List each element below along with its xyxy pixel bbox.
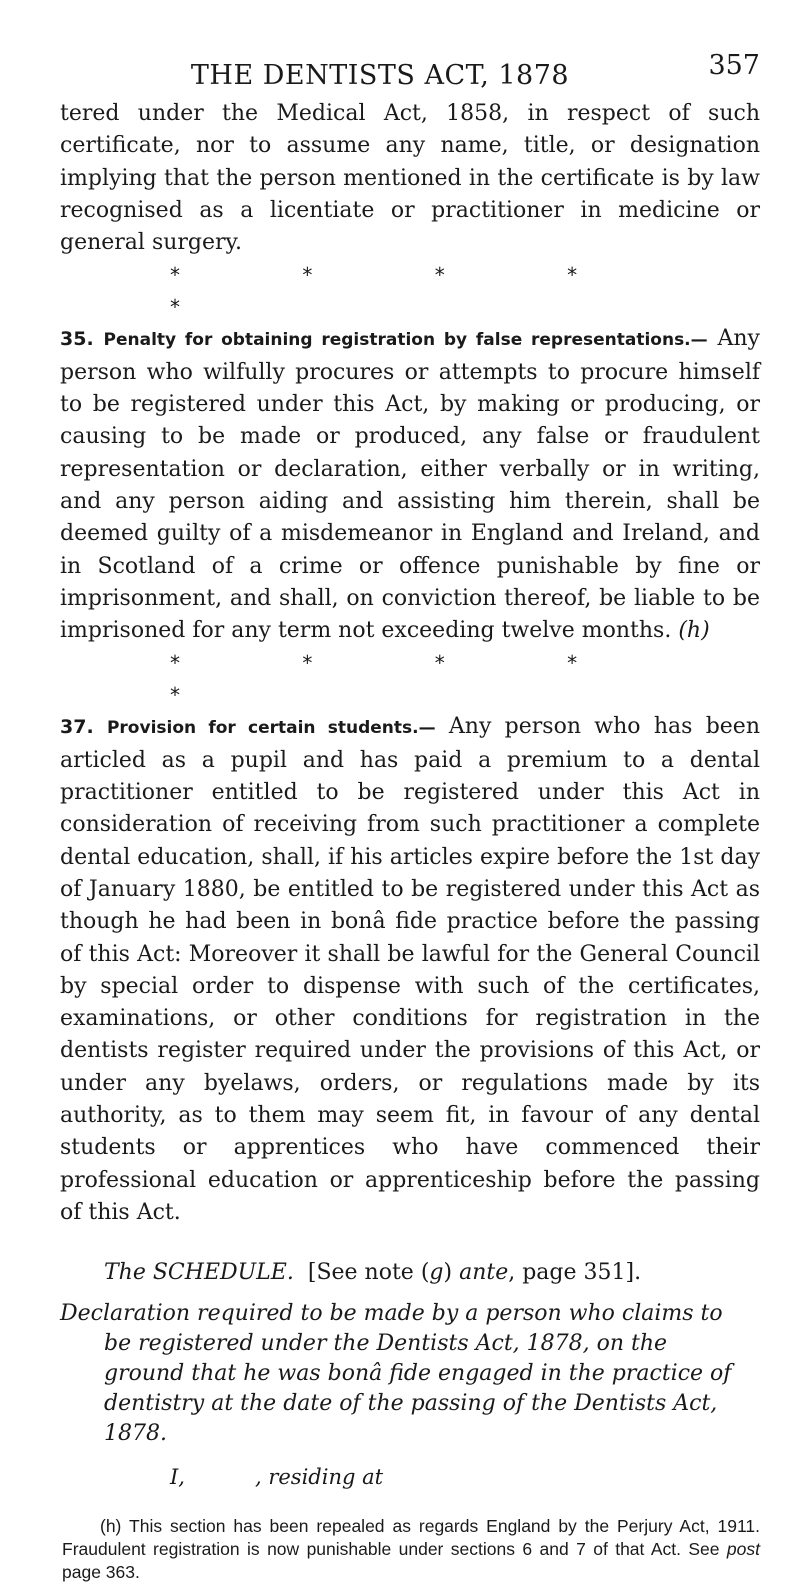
schedule-note-close: , page 351]. (508, 1260, 642, 1286)
section-37-number: 37. (60, 716, 94, 739)
ellipsis-stars: * * * * * (170, 263, 636, 320)
continuation-paragraph: tered under the Medical Act, 1858, in respect of such certificate, nor to assume any name, title, or designation implying that the person mentioned in the certificate is by law recognised as a licentiate or practitioner in medicine or general surgery. (60, 101, 760, 256)
page-header (60, 0, 760, 98)
running-title: THE DENTISTS ACT, 1878 (190, 60, 570, 91)
section-37-text: Any person who has been articled as a pupil and has paid a premium to a dental practitioner entitled to be registered under this Act in consideration of receiving from such practitioner a complete dental education, shall, if his articles expire before the 1st day of January 1880, be entitled to be registered under this Act as though he had been in bonâ fide practice before the passing of this Act: Moreover it shall be lawful for the General Council by special order to dispense with such of the certificates, examinations, or other conditions for registration in the dentists register required under the provisions of this Act, or under any byelaws, orders, or regulations made by its authority, as to them may seem fit, in favour of any dental students or apprentices who have commenced their professional education or apprenticeship before the passing of this Act. (60, 714, 760, 1225)
footnote-text: This section has been repealed as regards England by the Perjury Act, 1911. Fraudulent registration is now punishable under sections 6 and 7 of that Act. See (62, 1516, 760, 1560)
schedule-note-open: [See note ( (307, 1260, 430, 1286)
footnote-marker: (h) (100, 1516, 122, 1537)
section-37 (60, 711, 760, 1229)
section-37-heading: Provision for certain students.— (106, 718, 436, 739)
schedule-title: The SCHEDULE. (104, 1260, 294, 1286)
residing-phrase: , residing at (254, 1465, 384, 1490)
footnote-text-end: page 363. (62, 1562, 140, 1583)
residing-pronoun: I, (170, 1465, 185, 1490)
section-35 (60, 323, 760, 647)
section-35-number: 35. (60, 328, 94, 351)
declaration-heading: Declaration required to be made by a person who claims to be registered under the Dentists Act, 1878, on the ground that he was bonâ fide engaged in the practice of dentistry at the date of the passing of the Dentists Act, 1878. (60, 1301, 732, 1447)
schedule-note-mid: ) (443, 1260, 460, 1286)
section-35-text: Any person who wilfully procures or attempts to procure himself to be registered under this Act, by making or producing, or causing to be made or produced, any false or fraudulent representation or declaration, either verbally or in writing, and any person aiding and assisting him therein, shall be deemed guilty of a misdemeanor in England and Ireland, and in Scotland of a crime or offence punishable by fine or imprisonment, and shall, on conviction thereof, be liable to be imprisoned for any term not exceeding twelve months. (60, 326, 760, 644)
section-35-heading: Penalty for obtaining registration by false representations.— (103, 330, 708, 351)
page-number: 357 (708, 50, 760, 81)
schedule-note-ante: ante (459, 1260, 509, 1286)
schedule-heading (60, 1257, 760, 1289)
footnote-h (60, 1515, 760, 1584)
residing-line (60, 1465, 760, 1489)
footnote-post: post (726, 1539, 760, 1560)
schedule-note-letter: g (429, 1260, 444, 1286)
ellipsis-stars-2: * * * * * (170, 651, 636, 708)
section-35-footnote-ref: (h) (678, 618, 710, 644)
